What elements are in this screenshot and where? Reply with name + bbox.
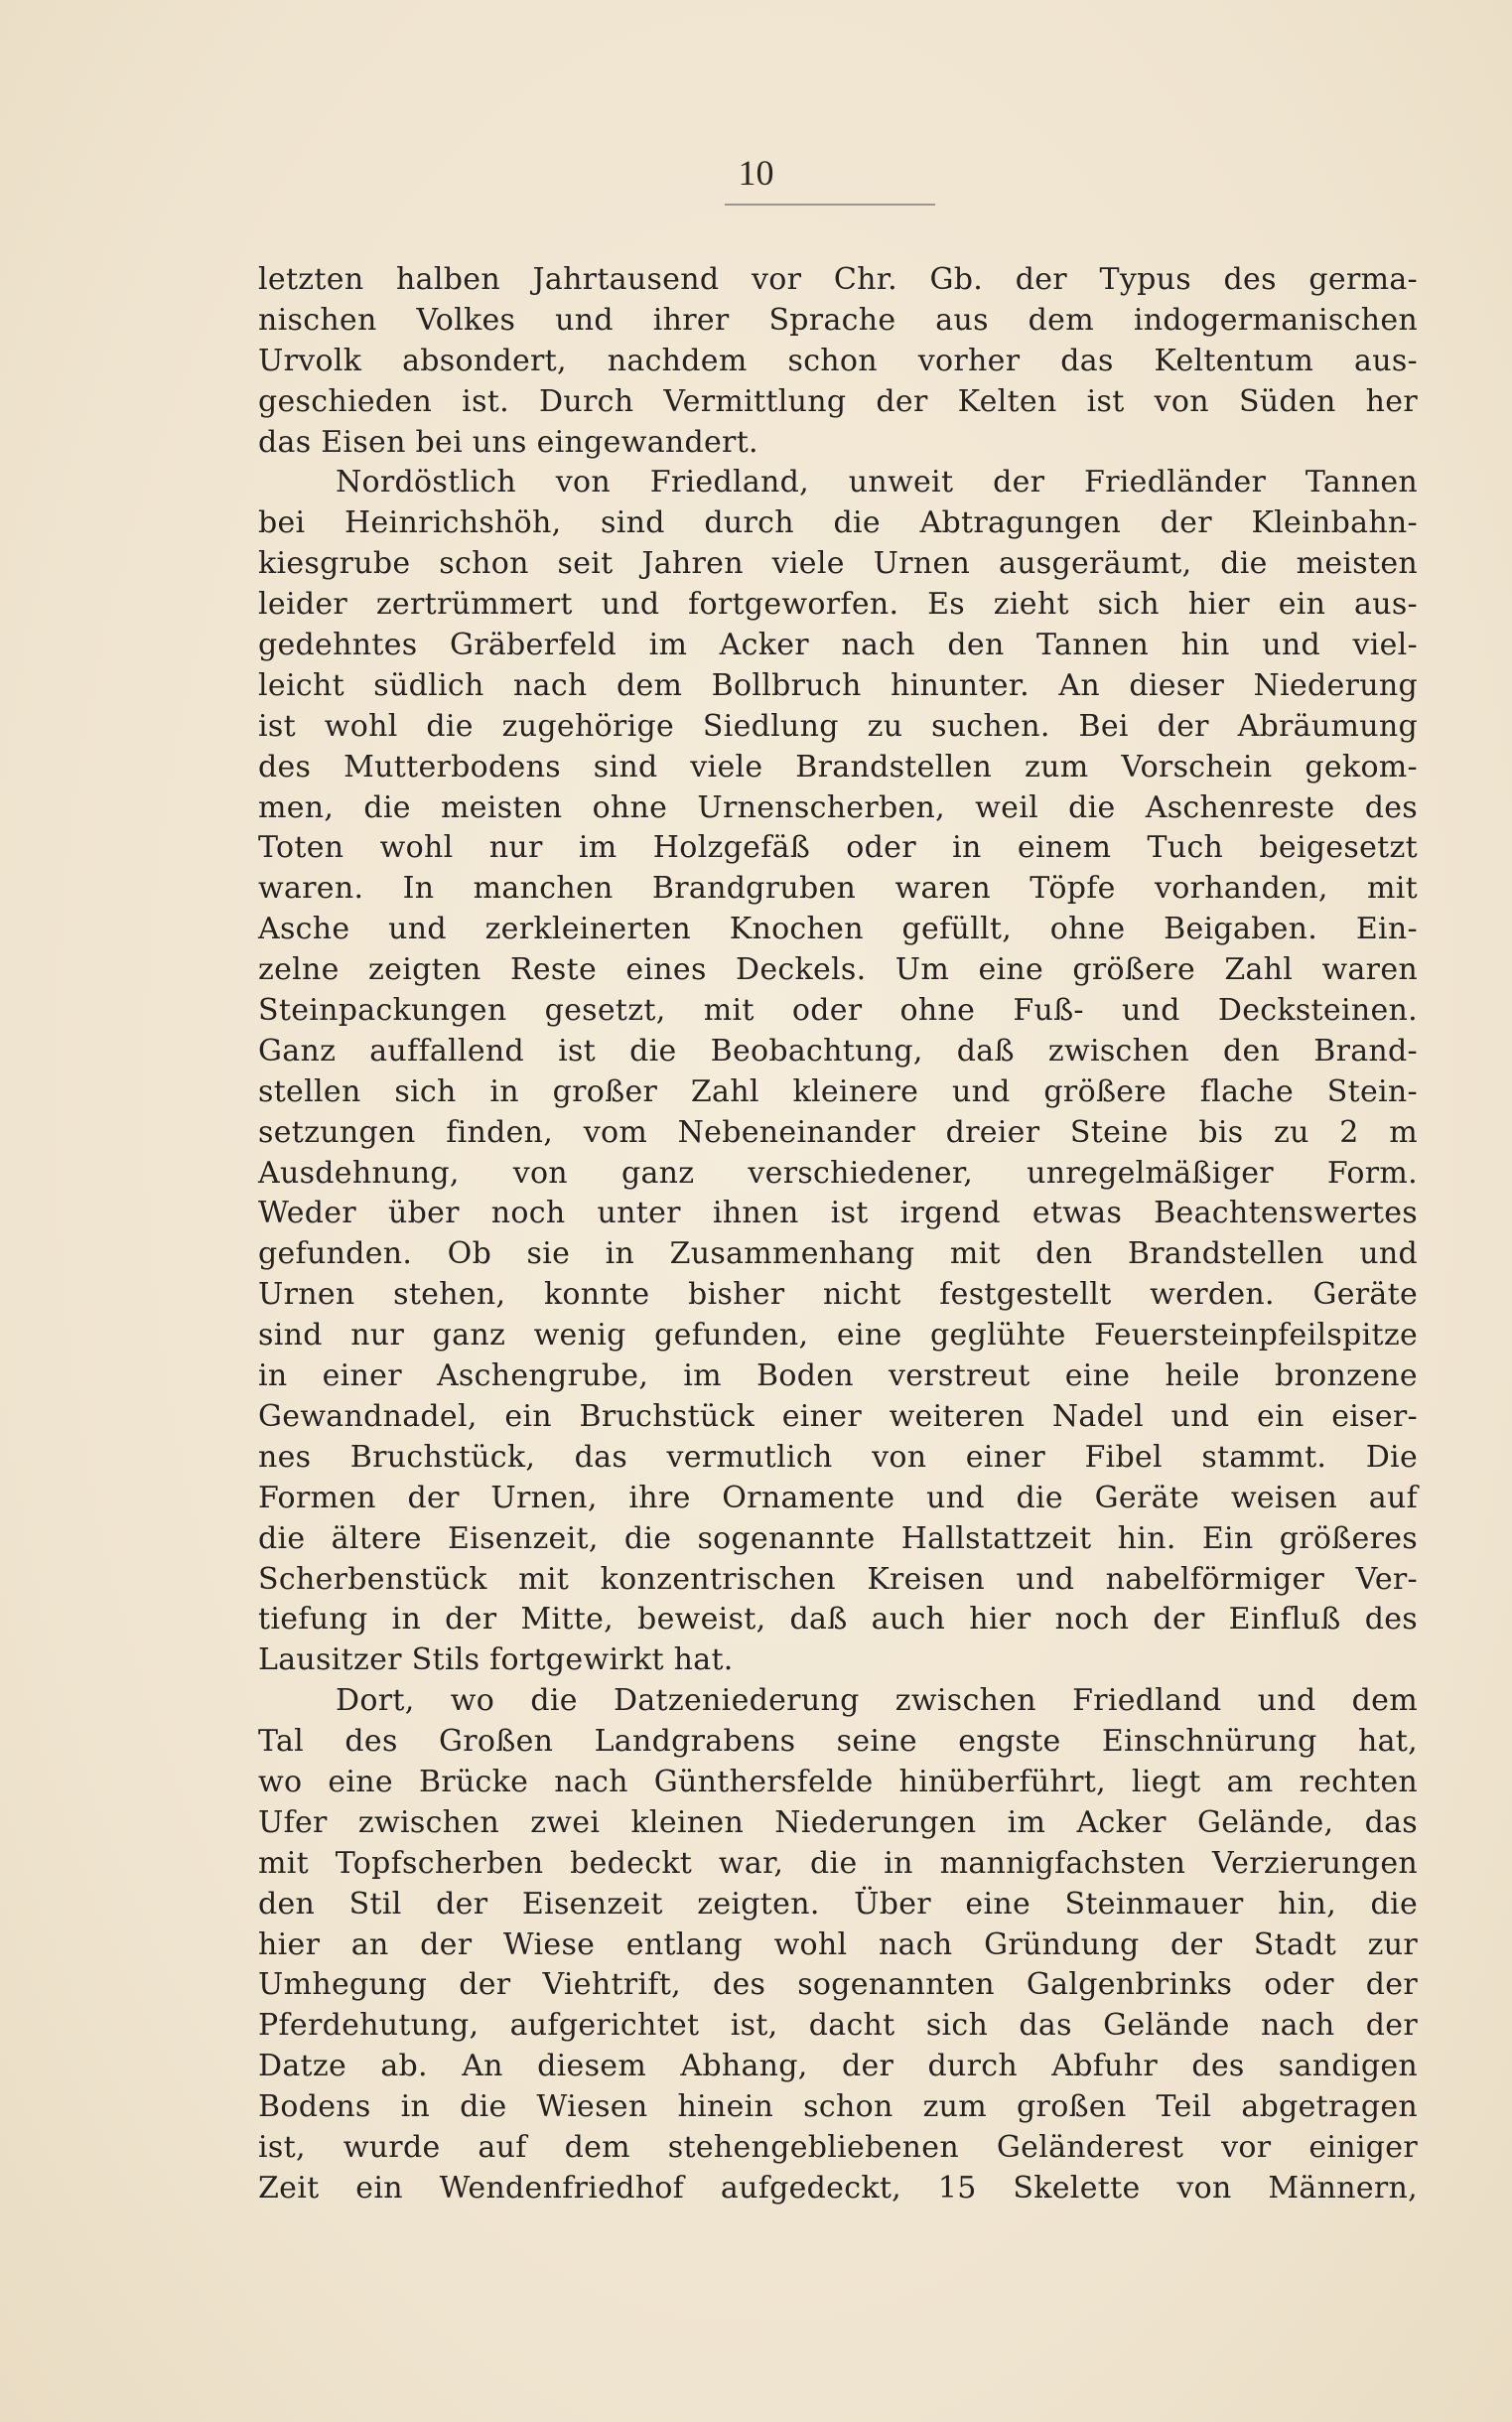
text-line: Nordöstlich von Friedland, unweit der Friedländer Tannen — [336, 465, 1418, 500]
text-line: waren. In manchen Brandgruben waren Töpfe vorhanden, mit — [258, 871, 1418, 907]
text-line: ist wohl die zugehörige Siedlung zu suchen. Bei der Abräumung — [258, 708, 1418, 744]
text-line: Tal des Großen Landgrabens seine engste Einschnürung hat, — [258, 1724, 1418, 1760]
text-line: kiesgrube schon seit Jahren viele Urnen ausgeräumt, die meisten — [258, 546, 1418, 582]
text-line: die ältere Eisenzeit, die sogenannte Hallstattzeit hin. Ein größeres — [258, 1520, 1418, 1556]
text-line: nischen Volkes und ihrer Sprache aus dem indogermanischen — [258, 302, 1418, 338]
text-line: stellen sich in großer Zahl kleinere und größere flache Stein- — [258, 1073, 1418, 1109]
text-line: Ganz auffallend ist die Beobachtung, daß zwischen den Brand- — [258, 1033, 1418, 1069]
text-line: Pferdehutung, aufgerichtet ist, dacht sich das Gelände nach der — [258, 2008, 1418, 2044]
text-line: hier an der Wiese entlang wohl nach Gründung der Stadt zur — [258, 1926, 1418, 1962]
text-line: bei Heinrichshöh, sind durch die Abtragungen der Kleinbahn- — [258, 505, 1418, 541]
text-line: geschieden ist. Durch Vermittlung der Kelten ist von Süden her — [258, 383, 1418, 419]
text-line: Steinpackungen gesetzt, mit oder ohne Fuß- und Decksteinen. — [258, 993, 1418, 1029]
text-line: Urnen stehen, konnte bisher nicht festgestellt werden. Geräte — [258, 1277, 1418, 1313]
page-number: 10 — [738, 153, 774, 193]
text-line: Lausitzer Stils fortgewirkt hat. — [258, 1642, 734, 1678]
text-line: Formen der Urnen, ihre Ornamente und die Geräte weisen auf — [258, 1480, 1418, 1515]
text-line: Scherbenstück mit konzentrischen Kreisen und nabelförmiger Ver- — [258, 1561, 1418, 1597]
header-rule — [725, 204, 935, 206]
text-line: mit Topfscherben bedeckt war, die in mannigfachsten Verzierungen — [258, 1845, 1418, 1881]
text-line: Dort, wo die Datzeniederung zwischen Friedland und dem — [336, 1683, 1418, 1719]
text-line: Gewandnadel, ein Bruchstück einer weiteren Nadel und ein eiser- — [258, 1398, 1418, 1434]
text-line: leider zertrümmert und fortgeworfen. Es zieht sich hier ein aus- — [258, 587, 1418, 623]
text-line: Datze ab. An diesem Abhang, der durch Abfuhr des sandigen — [258, 2049, 1418, 2084]
text-line: men, die meisten ohne Urnenscherben, weil die Aschenreste des — [258, 789, 1418, 825]
text-line: nes Bruchstück, das vermutlich von einer Fibel stammt. Die — [258, 1439, 1418, 1475]
text-line: gedehntes Gräberfeld im Acker nach den Tannen hin und viel- — [258, 628, 1418, 663]
text-line: Weder über noch unter ihnen ist irgend etwas Beachtenswertes — [258, 1196, 1418, 1231]
text-line: Urvolk absondert, nachdem schon vorher das Keltentum aus- — [258, 343, 1418, 378]
text-line: Ufer zwischen zwei kleinen Niederungen im Acker Gelände, das — [258, 1804, 1418, 1840]
text-line: Toten wohl nur im Holzgefäß oder in einem Tuch beigesetzt — [258, 830, 1418, 866]
text-line: des Mutterbodens sind viele Brandstellen zum Vorschein gekom- — [258, 749, 1418, 784]
text-line: in einer Aschengrube, im Boden verstreut eine heile bronzene — [258, 1358, 1418, 1394]
text-line: setzungen finden, vom Nebeneinander dreier Steine bis zu 2 m — [258, 1114, 1418, 1150]
text-line: tiefung in der Mitte, beweist, daß auch hier noch der Einfluß des — [258, 1602, 1418, 1638]
text-line: ist, wurde auf dem stehengebliebenen Geländerest vor einiger — [258, 2129, 1418, 2165]
text-line: letzten halben Jahrtausend vor Chr. Gb. der Typus des germa- — [258, 262, 1418, 297]
text-line: Asche und zerkleinerten Knochen gefüllt, ohne Beigaben. Ein- — [258, 912, 1418, 947]
text-line: wo eine Brücke nach Günthersfelde hinüberführt, liegt am rechten — [258, 1764, 1418, 1799]
text-line: Ausdehnung, von ganz verschiedener, unregelmäßiger Form. — [258, 1155, 1418, 1191]
text-line: gefunden. Ob sie in Zusammenhang mit den Brandstellen und — [258, 1236, 1418, 1272]
text-line: den Stil der Eisenzeit zeigten. Über eine Steinmauer hin, die — [258, 1886, 1418, 1922]
text-line: sind nur ganz wenig gefunden, eine geglühte Feuersteinpfeilspitze — [258, 1318, 1418, 1353]
text-line: Bodens in die Wiesen hinein schon zum großen Teil abgetragen — [258, 2089, 1418, 2125]
body-text — [258, 260, 1418, 2209]
text-line: leicht südlich nach dem Bollbruch hinunter. An dieser Niederung — [258, 667, 1418, 703]
text-line: zelne zeigten Reste eines Deckels. Um eine größere Zahl waren — [258, 952, 1418, 988]
text-line: Umhegung der Viehtrift, des sogenannten Galgenbrinks oder der — [258, 1967, 1418, 2003]
text-line: Zeit ein Wendenfriedhof aufgedeckt, 15 Skelette von Männern, — [258, 2170, 1418, 2206]
text-line: das Eisen bei uns eingewandert. — [258, 424, 758, 460]
